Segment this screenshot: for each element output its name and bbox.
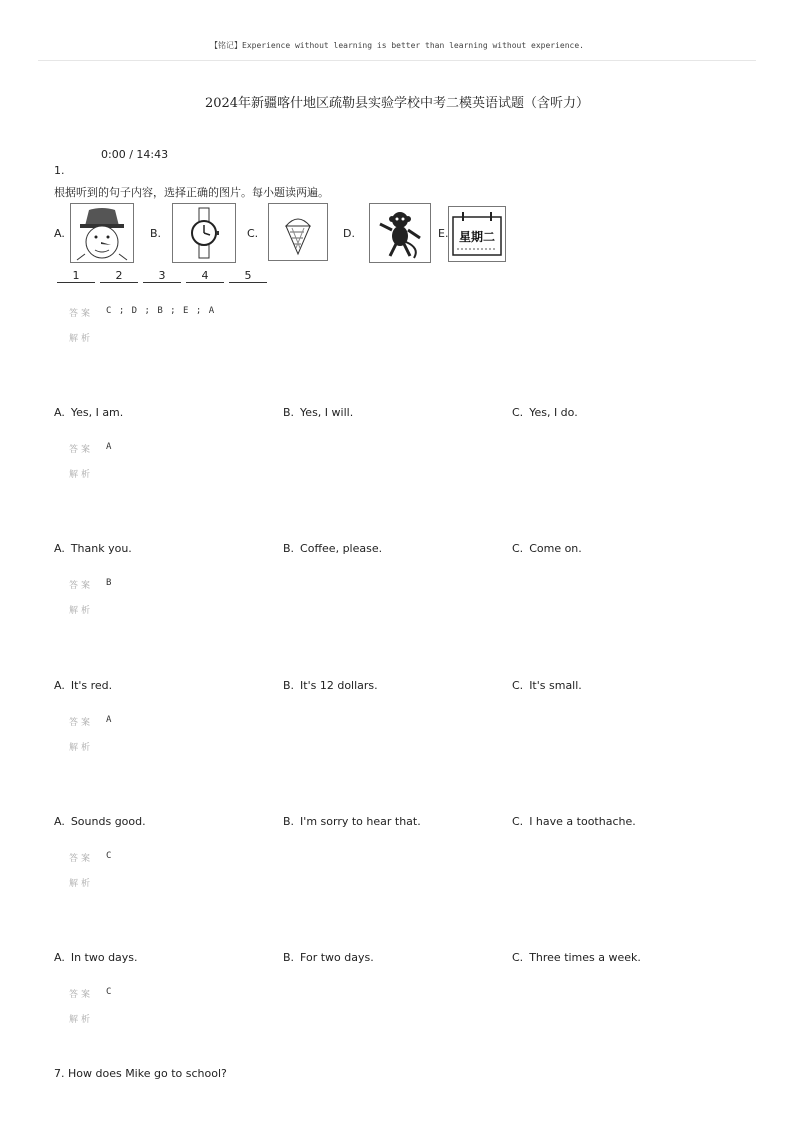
analysis-label: 解析 [69, 743, 94, 753]
document-title: 2024年新疆喀什地区疏勒县实验学校中考二模英语试题（含听力） [204, 96, 590, 111]
question-7-text: 7. How does Mike go to school? [54, 1067, 227, 1080]
answer-label: 答案 [69, 445, 94, 455]
option-c[interactable]: C. Yes, I do. [512, 406, 578, 419]
calendar-text: 星期二 [458, 230, 496, 244]
answer-blank-2[interactable]: 2 [100, 270, 138, 283]
analysis-label: 解析 [69, 1015, 94, 1025]
answer-label: 答案 [69, 718, 94, 728]
picture-d-label: D. [343, 227, 355, 240]
analysis-label: 解析 [69, 606, 94, 616]
ice-cream-icon [268, 203, 328, 261]
option-a[interactable]: A. Yes, I am. [54, 406, 124, 419]
answer-blank-5[interactable]: 5 [229, 270, 267, 283]
option-b[interactable]: B. It's 12 dollars. [283, 679, 378, 692]
answer-label: 答案 [69, 309, 94, 319]
answer-value: A [106, 715, 113, 725]
question-1-number: 1. [54, 164, 65, 177]
analysis-label: 解析 [69, 334, 94, 344]
option-b[interactable]: B. Coffee, please. [283, 542, 383, 555]
answer-value: B [106, 578, 113, 588]
option-b[interactable]: B. Yes, I will. [283, 406, 354, 419]
answer-label: 答案 [69, 990, 94, 1000]
picture-b-label: B. [150, 227, 162, 240]
monkey-icon [369, 203, 431, 263]
picture-e-label: E. [438, 227, 449, 240]
option-a[interactable]: A. Thank you. [54, 542, 132, 555]
calendar-icon [448, 206, 506, 262]
header-motto: 【铭记】Experience without learning is better than learning without experience. [210, 41, 584, 50]
option-c[interactable]: C. I have a toothache. [512, 815, 636, 828]
question-1-instruction: 根据听到的句子内容，选择正确的图片。每小题读两遍。 [54, 186, 329, 199]
snowman-hat-icon [70, 203, 134, 263]
answer-value: C ; D ; B ; E ; A [106, 306, 216, 316]
header-divider [38, 60, 756, 61]
answer-blank-4[interactable]: 4 [186, 270, 224, 283]
audio-player-time[interactable]: 0:00 / 14:43 [101, 148, 169, 161]
answer-value: A [106, 442, 113, 452]
answer-label: 答案 [69, 854, 94, 864]
option-a[interactable]: A. In two days. [54, 951, 138, 964]
answer-blank-3[interactable]: 3 [143, 270, 181, 283]
answer-value: C [106, 987, 113, 997]
picture-c-label: C. [247, 227, 259, 240]
option-c[interactable]: C. Come on. [512, 542, 582, 555]
option-a[interactable]: A. Sounds good. [54, 815, 146, 828]
answer-label: 答案 [69, 581, 94, 591]
answer-blank-1[interactable]: 1 [57, 270, 95, 283]
analysis-label: 解析 [69, 470, 94, 480]
option-c[interactable]: C. Three times a week. [512, 951, 641, 964]
option-b[interactable]: B. I'm sorry to hear that. [283, 815, 421, 828]
option-b[interactable]: B. For two days. [283, 951, 374, 964]
answer-value: C [106, 851, 113, 861]
wristwatch-icon [172, 203, 236, 263]
picture-a-label: A. [54, 227, 65, 240]
option-a[interactable]: A. It's red. [54, 679, 113, 692]
option-c[interactable]: C. It's small. [512, 679, 582, 692]
analysis-label: 解析 [69, 879, 94, 889]
